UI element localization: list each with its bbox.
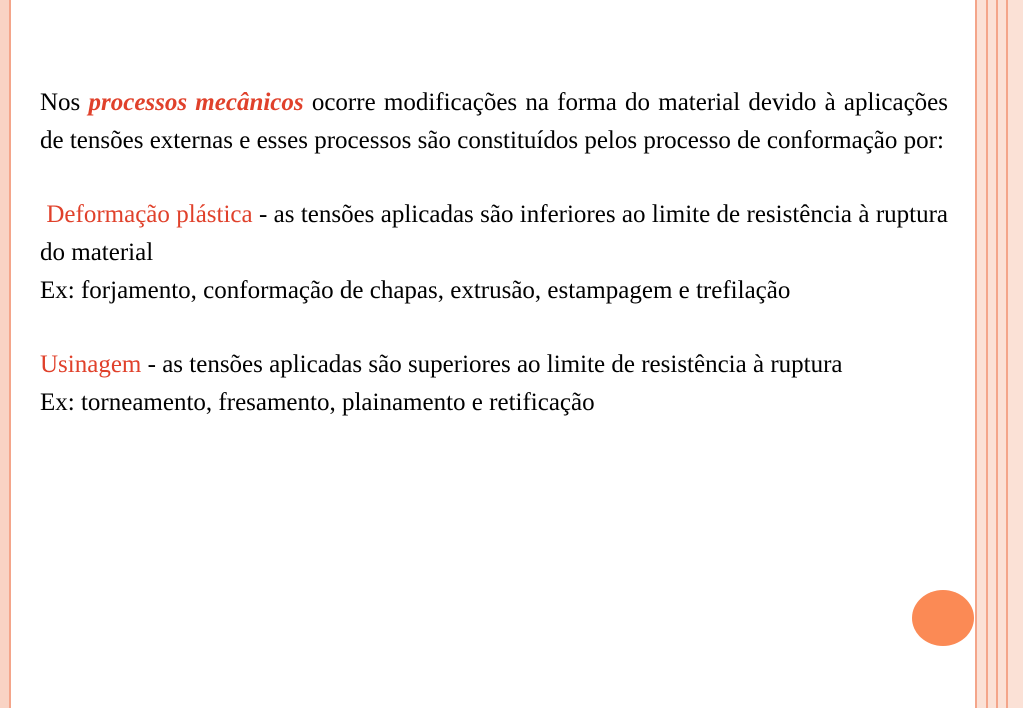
deformacao-example: Ex: forjamento, conformação de chapas, extrusão, estampagem e trefilação (40, 277, 791, 304)
intro-emphasis: processos mecânicos (88, 89, 304, 116)
deformacao-paragraph (40, 196, 948, 272)
intro-post: ocorre modificações na forma do material devido à aplicações de tensões externas e esses processos são constituídos pelos processo de conformação por: (40, 89, 948, 154)
right-border-stripe (1008, 0, 1023, 708)
usinagem-definition: - as tensões aplicadas são superiores ao limite de resistência à ruptura (141, 351, 843, 378)
intro-paragraph (40, 84, 948, 160)
slide-body (40, 84, 948, 422)
orange-circle-decoration (912, 590, 974, 646)
usinagem-example: Ex: torneamento, fresamento, plainamento e retificação (40, 389, 595, 416)
right-border-stripe (988, 0, 996, 708)
left-border-decoration (0, 0, 11, 708)
usinagem-paragraph (40, 346, 948, 384)
right-border-stripe (998, 0, 1006, 708)
usinagem-term: Usinagem (40, 351, 142, 378)
deformacao-definition: - as tensões aplicadas são inferiores ao limite de resistência à ruptura do material (40, 201, 949, 266)
intro-pre: Nos (40, 89, 89, 116)
paragraph-gap (40, 310, 948, 346)
right-border-stripe (977, 0, 986, 708)
paragraph-gap (40, 160, 948, 196)
deformacao-term: Deformação plástica (46, 201, 253, 228)
